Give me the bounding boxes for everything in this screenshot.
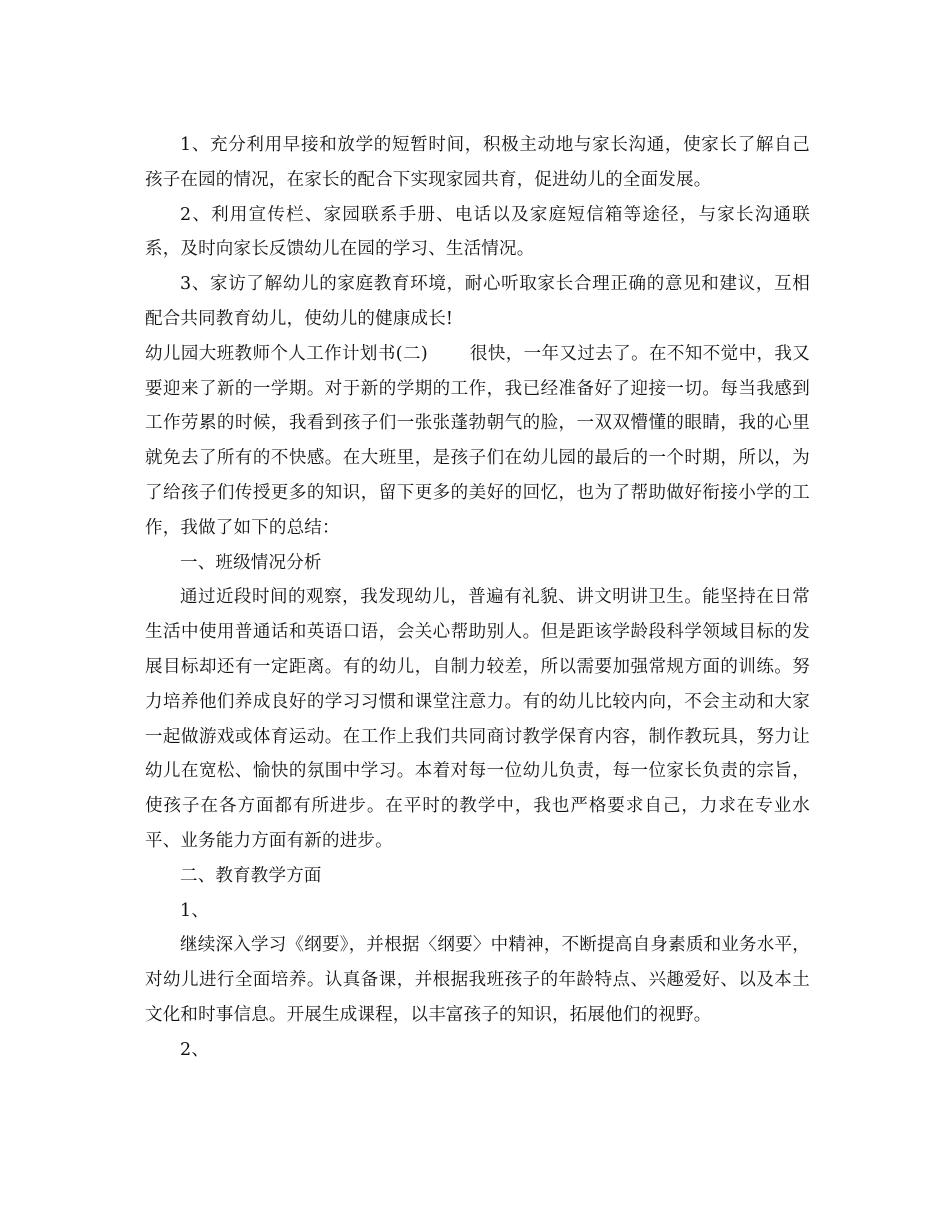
- paragraph-communication-channels: 2、利用宣传栏、家园联系手册、电话以及家庭短信箱等途径，与家长沟通联系，及时向家长反馈幼儿在园的学习、生活情况。: [145, 204, 810, 260]
- paragraph-home-visits: 3、家访了解幼儿的家庭教育环境，耐心听取家长合理正确的意见和建议，互相配合共同教育幼儿，使幼儿的健康成长!: [145, 274, 810, 329]
- list-number-1: 1、: [180, 900, 210, 921]
- paragraph-plan-title-intro: 幼儿园大班教师个人工作计划书(二) 很快，一年又过去了。在不知不觉中，我又要迎来了新的一学期。对于新的学期的工作，我已经准备好了迎接一切。每当我感到工作劳累的时候，我看到孩子们一张张蓬勃朝气的脸，一双双懵懂的眼睛，我的心里就免去了所有的不快感。在大班里，是孩子们在幼儿园的最后的一个时期，所以，为了给孩子们传授更多的知识，留下更多的美好的回忆，也为了帮助做好衔接小学的工作，我做了如下的总结：: [145, 343, 810, 538]
- paragraph-teaching-item-1: 继续深入学习《纲要》，并根据〈纲要〉中精神，不断提高自身素质和业务水平，对幼儿进行全面培养。认真备课，并根据我班孩子的年龄特点、兴趣爱好、以及本土文化和时事信息。开展生成课程，以丰富孩子的知识，拓展他们的视野。: [145, 935, 810, 1025]
- paragraph-class-analysis: 通过近段时间的观察，我发现幼儿，普遍有礼貌、讲文明讲卫生。能坚持在日常生活中使用普通话和英语口语，会关心帮助别人。但是距该学龄段科学领域目标的发展目标却还有一定距离。有的幼儿，自制力较差，所以需要加强常规方面的训练。努力培养他们养成良好的学习习惯和课堂注意力。有的幼儿比较内向，不会主动和大家一起做游戏或体育运动。在工作上我们共同商讨教学保育内容，制作教玩具，努力让幼儿在宽松、愉快的氛围中学习。本着对每一位幼儿负责，每一位家长负责的宗旨，使孩子在各方面都有所进步。在平时的教学中，我也严格要求自己，力求在专业水平、业务能力方面有新的进步。: [145, 587, 810, 851]
- list-number-2: 2、: [180, 1039, 210, 1060]
- section-heading-teaching: 二、教育教学方面: [180, 865, 322, 886]
- document-body: [145, 128, 810, 1068]
- section-heading-class-analysis: 一、班级情况分析: [180, 552, 322, 573]
- paragraph-parent-communication: 1、充分利用早接和放学的短暂时间，积极主动地与家长沟通，使家长了解自己孩子在园的情况，在家长的配合下实现家园共育，促进幼儿的全面发展。: [145, 135, 810, 190]
